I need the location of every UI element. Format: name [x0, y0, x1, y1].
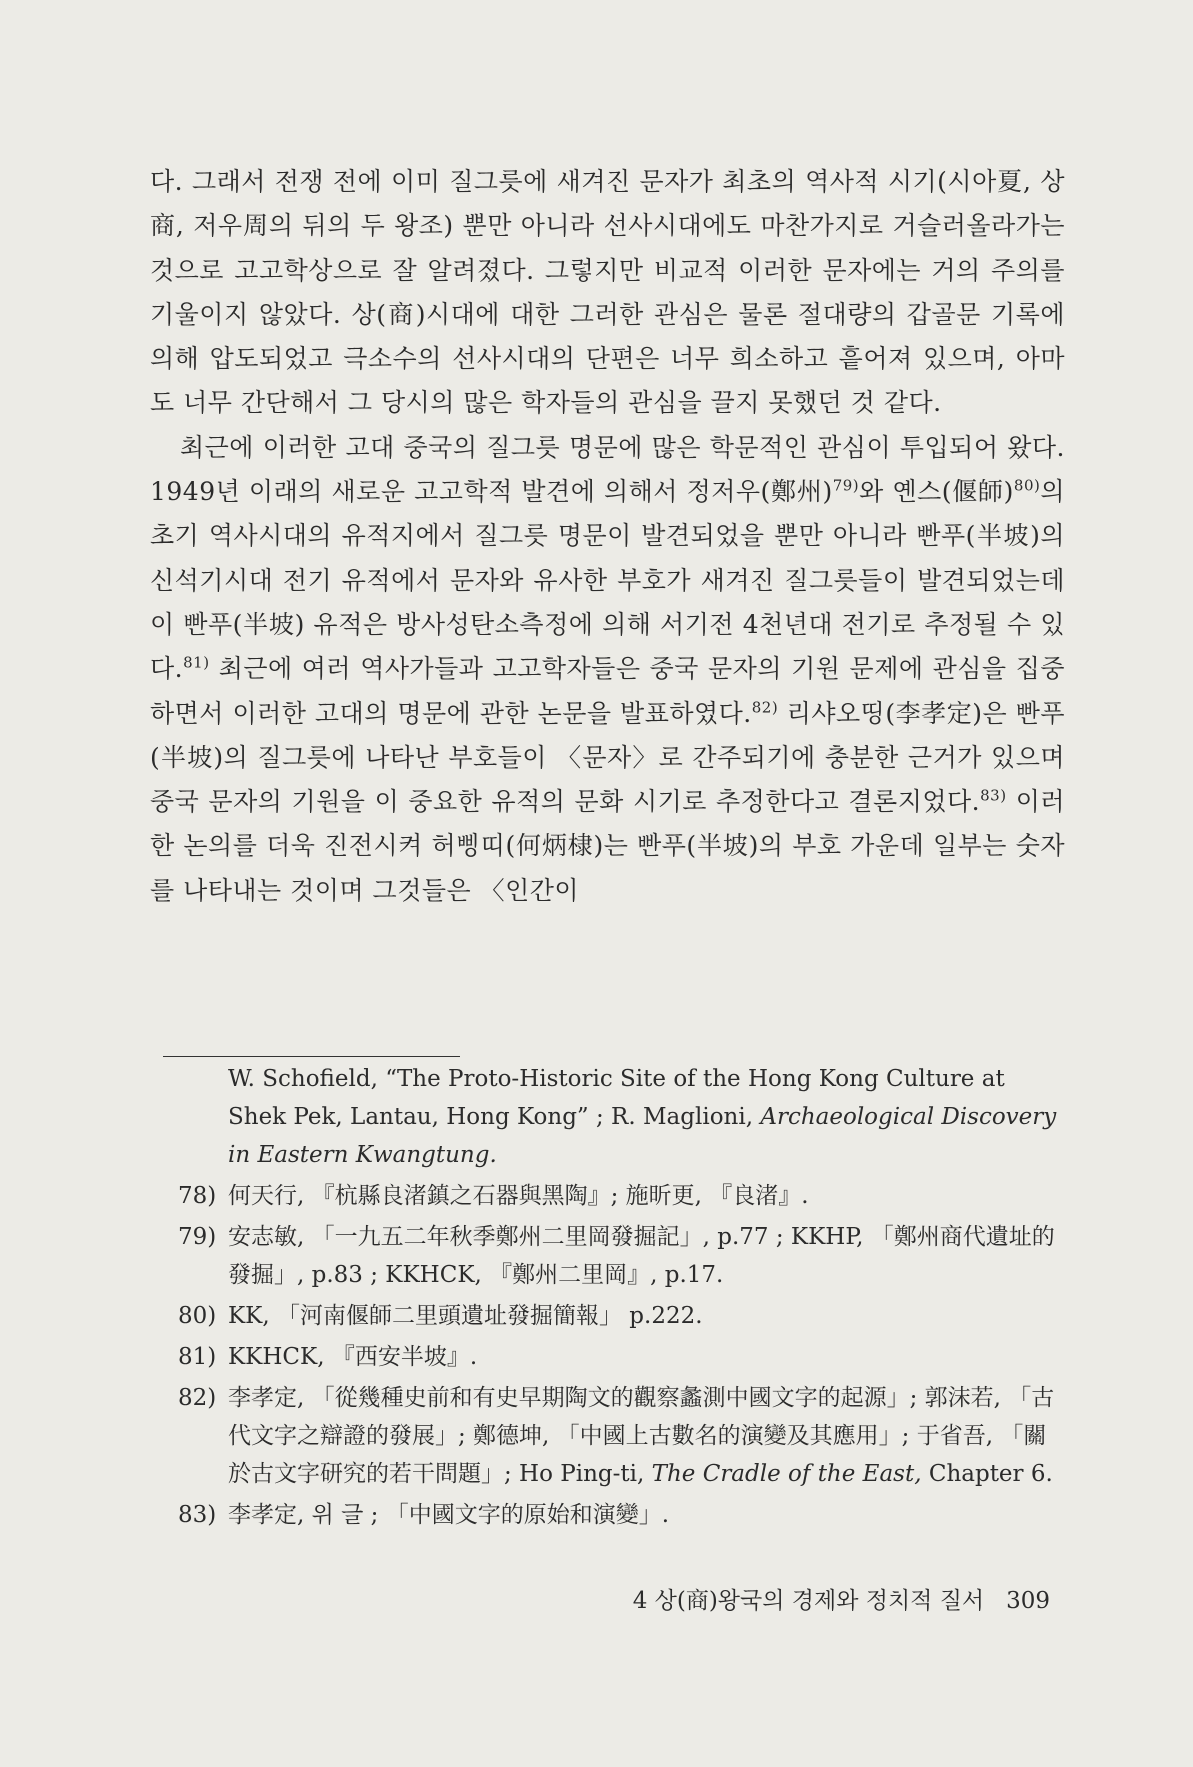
- footnote-number: 81): [178, 1344, 217, 1370]
- footnote-text: W. Schofield, “The Proto-Historic Site of the Hong Kong Culture at Shek Pek, Lantau, Hong Kong” ; R. Maglioni,: [228, 1066, 1005, 1130]
- paragraph-2-text: 의 초기 역사시대의 유적지에서 질그릇 명문이 발견되었을 뿐만 아니라 빤푸(半坡)의 신석기시대 전기 유적에서 문자와 유사한 부호가 새겨진 질그릇들이 발견되었는데 이 빤푸(半坡) 유적은 방사성탄소측정에 의해 서기전 4천년대 전기로 추정될 수 있다.: [150, 477, 1066, 684]
- paragraph-2-text: 리샤오띵(李孝定)은 빤푸(半坡)의 질그릇에 나타난 부호들이 〈문자〉로 간주되기에 충분한 근거가 있으며 중국 문자의 기원을 이 중요한 유적의 문화 시기로 추정한다고 결론지었다.: [150, 698, 1065, 817]
- paragraph-2-text: 와 옌스(偃師): [859, 477, 1014, 507]
- paragraph-2-text: 최근에 여러 역사가들과 고고학자들은 중국 문자의 기원 문제에 관심을 집중하면서 이러한 고대의 명문에 관한 논문을 발표하였다.: [150, 654, 1065, 728]
- footnote-ref-80: 80): [1013, 476, 1041, 495]
- footnotes: [178, 1060, 1065, 1534]
- footnote-ref-81: 81): [183, 653, 210, 672]
- footnote-number: 82): [178, 1385, 217, 1411]
- paragraph-1: 다. 그래서 전쟁 전에 이미 질그릇에 새겨진 문자가 최초의 역사적 시기(시아夏, 상商, 저우周의 뒤의 두 왕조) 뿐만 아니라 선사시대에도 마찬가지로 거슬러올라가는 것으로 고고학상으로 잘 알려졌다. 그렇지만 비교적 이러한 문자에는 거의 주의를 기울이지 않았다. 상(商)시대에 대한 그러한 관심은 물론 절대량의 갑골문 기록에 의해 압도되었고 극소수의 선사시대의 단편은 너무 희소하고 흩어져 있으며, 아마도 너무 간단해서 그 당시의 많은 학자들의 관심을 끌지 못했던 것 같다.: [150, 167, 1065, 418]
- footnote-number: 83): [178, 1502, 217, 1528]
- footnote-ref-79: 79): [832, 476, 860, 495]
- footnote-number: 80): [178, 1303, 217, 1329]
- footnote-ref-83: 83): [980, 786, 1007, 805]
- paragraph-2-text: 이러한 논의를 더욱 진전시켜 허삥띠(何炳棣)는 빤푸(半坡)의 부호 가운데 일부는 숫자를 나타내는 것이며 그것들은 〈인간이: [150, 787, 1065, 905]
- footnote-80: [178, 1297, 1065, 1335]
- footnote-continuation: [228, 1060, 1065, 1174]
- running-head: 4 상(商)왕국의 경제와 정치적 질서: [632, 1588, 985, 1614]
- footnote-text-part: Chapter 6.: [921, 1461, 1053, 1487]
- footnote-text: KK, 「河南偃師二里頭遺址發掘簡報」 p.222.: [228, 1303, 703, 1329]
- footnote-81: [178, 1338, 1065, 1376]
- footnote-79: [178, 1218, 1065, 1294]
- footnote-text: 安志敏, 「一九五二年秋季鄭州二里岡發掘記」, p.77 ; KKHP, 「鄭州商代遺址的發掘」, p.83 ; KKHCK, 『鄭州二里岡』, p.17.: [228, 1224, 1055, 1288]
- footnote-number: 79): [178, 1224, 217, 1250]
- footnote-text: KKHCK, 『西安半坡』.: [228, 1344, 478, 1370]
- footnote-78: [178, 1177, 1065, 1215]
- footnote-text: [228, 1379, 1065, 1493]
- footnote-divider: [163, 1056, 460, 1057]
- footnote-italic-title: The Cradle of the East,: [651, 1461, 922, 1487]
- footnote-text: 李孝定, 위 글 ; 「中國文字的原始和演變」.: [228, 1502, 670, 1528]
- paragraph-2: [150, 426, 1065, 913]
- footnote-83: [178, 1496, 1065, 1534]
- footnote-text: 何天行, 『杭縣良渚鎮之石器與黑陶』; 施昕更, 『良渚』.: [228, 1183, 809, 1209]
- footnote-number: 78): [178, 1183, 217, 1209]
- footnote-82: [178, 1379, 1065, 1493]
- page-number: 309: [1006, 1588, 1050, 1614]
- paragraph-2-text: 최근에 이러한 고대 중국의 질그릇 명문에 많은 학문적인 관심이 투입되어 왔다. 1949년 이래의 새로운 고고학적 발견에 의해서 정저우(鄭州): [150, 432, 1065, 507]
- footnote-italic-title: Archaeological Discovery in Eastern Kwangtung.: [228, 1104, 1057, 1168]
- running-footer: [580, 1582, 1050, 1615]
- main-text: [150, 160, 1065, 913]
- footnote-text-part: 李孝定, 「從幾種史前和有史早期陶文的觀察蠡測中國文字的起源」; 郭沫若, 「古代文字之辯證的發展」; 鄭德坤, 「中國上古數名的演變及其應用」; 于省吾, 「關於古文字研究的若干問題」; Ho Ping-ti,: [228, 1385, 1055, 1487]
- footnote-ref-82: 82): [751, 698, 779, 717]
